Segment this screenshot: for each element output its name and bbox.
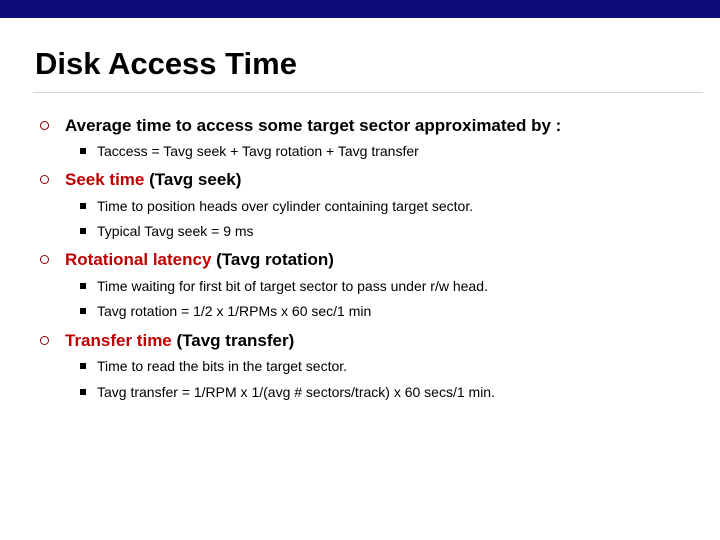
circle-bullet-icon bbox=[40, 255, 49, 264]
bullet-highlight: Rotational latency bbox=[65, 250, 212, 269]
circle-bullet-icon bbox=[40, 336, 49, 345]
bullet-text bbox=[65, 170, 241, 190]
sub-bullet-text: Taccess = Tavg seek + Tavg rotation + Tavg transfer bbox=[97, 143, 419, 159]
square-bullet-icon bbox=[80, 203, 86, 209]
sub-bullet-text: Time to read the bits in the target sector. bbox=[97, 358, 348, 374]
circle-bullet-icon bbox=[40, 121, 49, 130]
square-bullet-icon bbox=[80, 283, 86, 289]
sub-bullet-text: Time waiting for first bit of target sector to pass under r/w head. bbox=[97, 278, 488, 294]
sub-bullet-text: Time to position heads over cylinder containing target sector. bbox=[97, 198, 474, 214]
square-bullet-icon bbox=[80, 228, 86, 234]
bullet-label: Average time to access some target sector approximated by : bbox=[65, 116, 562, 135]
bullet-text bbox=[65, 250, 334, 270]
circle-bullet-icon bbox=[40, 175, 49, 184]
square-bullet-icon bbox=[80, 148, 86, 154]
bullet-label: (Tavg transfer) bbox=[171, 331, 295, 350]
bullet-text bbox=[65, 331, 294, 351]
square-bullet-icon bbox=[80, 363, 86, 369]
bullet-text bbox=[65, 116, 561, 136]
bullet-label: (Tavg rotation) bbox=[211, 250, 334, 269]
title-divider bbox=[33, 92, 703, 93]
sub-bullet-text: Tavg transfer = 1/RPM x 1/(avg # sectors/track) x 60 secs/1 min. bbox=[97, 384, 495, 400]
bullet-highlight: Seek time bbox=[65, 170, 145, 189]
top-bar bbox=[0, 0, 720, 18]
sub-bullet-text: Typical Tavg seek = 9 ms bbox=[97, 223, 254, 239]
bullet-highlight: Transfer time bbox=[65, 331, 172, 350]
sub-bullet-text: Tavg rotation = 1/2 x 1/RPMs x 60 sec/1 min bbox=[97, 303, 372, 319]
bullet-label: (Tavg seek) bbox=[144, 170, 242, 189]
square-bullet-icon bbox=[80, 308, 86, 314]
slide-title: Disk Access Time bbox=[35, 46, 297, 81]
square-bullet-icon bbox=[80, 389, 86, 395]
